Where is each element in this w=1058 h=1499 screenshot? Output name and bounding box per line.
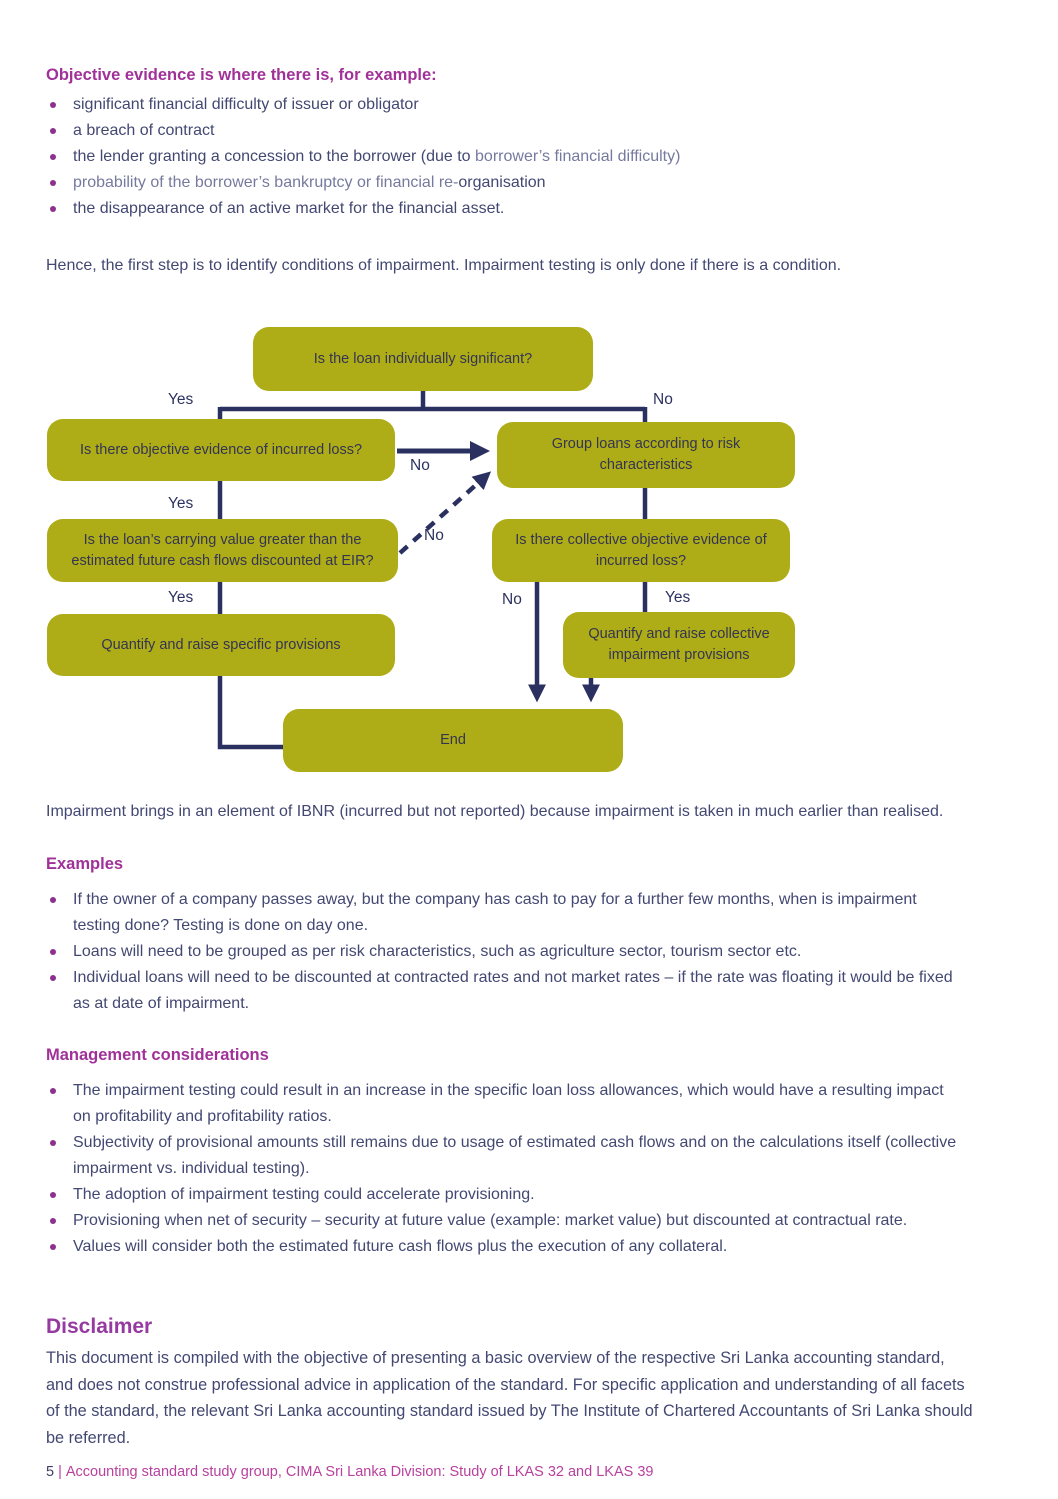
- list-item-text: probability of the borrower’s bankruptcy or financial re-organisation: [73, 174, 546, 191]
- section-heading-objective-evidence: Objective evidence is where there is, for example:: [46, 66, 437, 84]
- edge-label-yes: Yes: [168, 589, 194, 606]
- connector-specific-to-end: [220, 676, 284, 747]
- bullet-icon: [50, 206, 56, 212]
- edge-label-no: No: [410, 457, 430, 474]
- edge-label-yes: Yes: [168, 391, 194, 408]
- edge-label-no: No: [653, 391, 673, 408]
- edge-label-no: No: [424, 527, 444, 544]
- list-item: [46, 887, 961, 939]
- list-item-text: the lender granting a concession to the borrower (due to borrower’s financial difficulty): [73, 148, 681, 165]
- flow-node-group-loans: Group loans according to risk characteristics: [497, 422, 795, 488]
- list-item-text: Values will consider both the estimated future cash flows plus the execution of any collateral.: [73, 1238, 728, 1255]
- bullet-icon: [50, 949, 56, 955]
- edge-label-no: No: [502, 591, 522, 608]
- list-item: [46, 170, 961, 196]
- bullet-icon: [50, 975, 56, 981]
- list-item: [46, 939, 961, 965]
- page-footer: [46, 1464, 1012, 1480]
- list-item-text: the disappearance of an active market for the financial asset.: [73, 200, 505, 217]
- bullet-icon: [50, 1088, 56, 1094]
- section-heading-examples: Examples: [46, 855, 124, 873]
- list-item: [46, 1234, 961, 1260]
- objective-evidence-list: [46, 92, 1012, 222]
- flow-node-collective-provisions: Quantify and raise collective impairment provisions: [563, 612, 795, 678]
- intro-paragraph: Hence, the first step is to identify conditions of impairment. Impairment testing is only done if there is a condition.: [46, 257, 842, 274]
- flow-node-collective-evidence: Is there collective objective evidence of incurred loss?: [492, 519, 790, 582]
- section-heading-management: Management considerations: [46, 1046, 269, 1064]
- bullet-icon: [50, 897, 56, 903]
- footer-separator: |: [58, 1464, 62, 1480]
- bullet-icon: [50, 1218, 56, 1224]
- bullet-icon: [50, 1140, 56, 1146]
- list-item: [46, 1208, 961, 1234]
- list-item: [46, 1130, 961, 1182]
- list-item: [46, 196, 961, 222]
- list-item: [46, 92, 961, 118]
- list-item-text: Loans will need to be grouped as per risk characteristics, such as agriculture sector, tourism sector etc.: [73, 943, 802, 960]
- list-item-text: a breach of contract: [73, 122, 215, 139]
- flow-node-end: End: [283, 709, 623, 772]
- bullet-icon: [50, 1244, 56, 1250]
- list-item: [46, 1182, 961, 1208]
- ibnr-paragraph: Impairment brings in an element of IBNR (incurred but not reported) because impairment is taken in much earlier than realised.: [46, 803, 944, 820]
- edge-label-yes: Yes: [665, 589, 691, 606]
- bullet-icon: [50, 1192, 56, 1198]
- disclaimer-heading: Disclaimer: [46, 1315, 153, 1338]
- list-item-text: The impairment testing could result in an increase in the specific loan loss allowances, which would have a resulting impact on profitability and profitability ratios.: [73, 1082, 944, 1125]
- list-item: [46, 965, 961, 1017]
- list-item: [46, 1078, 961, 1130]
- bullet-icon: [50, 102, 56, 108]
- bullet-icon: [50, 154, 56, 160]
- list-item-text: If the owner of a company passes away, but the company has cash to pay for a further few months, when is impairment testing done? Testing is done on day one.: [73, 891, 917, 934]
- flow-node-loan-significant: Is the loan individually significant?: [253, 327, 593, 391]
- management-list: [46, 1078, 1012, 1260]
- footer-text: Accounting standard study group, CIMA Sri Lanka Division: Study of LKAS 32 and LKAS 39: [65, 1464, 654, 1480]
- list-item-text: Subjectivity of provisional amounts still remains due to usage of estimated cash flows and on the calculations itself (collective impairment vs. individual testing).: [73, 1134, 957, 1177]
- bullet-icon: [50, 128, 56, 134]
- disclaimer-paragraph: This document is compiled with the objective of presenting a basic overview of the respective Sri Lanka accounting standard, and does not construe professional advice in application of the standard. For specific application and understanding of all facets of the standard, the relevant Sri Lanka accounting standard issued by The Institute of Chartered Accountants of Sri Lanka should be referred.: [46, 1349, 973, 1447]
- page-number: 5: [46, 1464, 55, 1480]
- bullet-icon: [50, 180, 56, 186]
- flow-node-carrying-value: Is the loan’s carrying value greater than the estimated future cash flows discounted at EIR?: [47, 519, 398, 582]
- impairment-testing-flowchart: [0, 319, 1058, 774]
- examples-list: [46, 887, 1012, 1017]
- flow-node-objective-evidence: Is there objective evidence of incurred loss?: [47, 419, 395, 481]
- flow-node-specific-provisions: Quantify and raise specific provisions: [47, 614, 395, 676]
- list-item-text: significant financial difficulty of issuer or obligator: [73, 96, 419, 113]
- list-item-text: Individual loans will need to be discounted at contracted rates and not market rates – if the rate was floating it would be fixed as at date of impairment.: [73, 969, 953, 1012]
- list-item-text: Provisioning when net of security – security at future value (example: market value) but discounted at contractual rate.: [73, 1212, 908, 1229]
- edge-label-yes: Yes: [168, 495, 194, 512]
- list-item-text: The adoption of impairment testing could accelerate provisioning.: [73, 1186, 535, 1203]
- list-item: [46, 144, 961, 170]
- list-item: [46, 118, 961, 144]
